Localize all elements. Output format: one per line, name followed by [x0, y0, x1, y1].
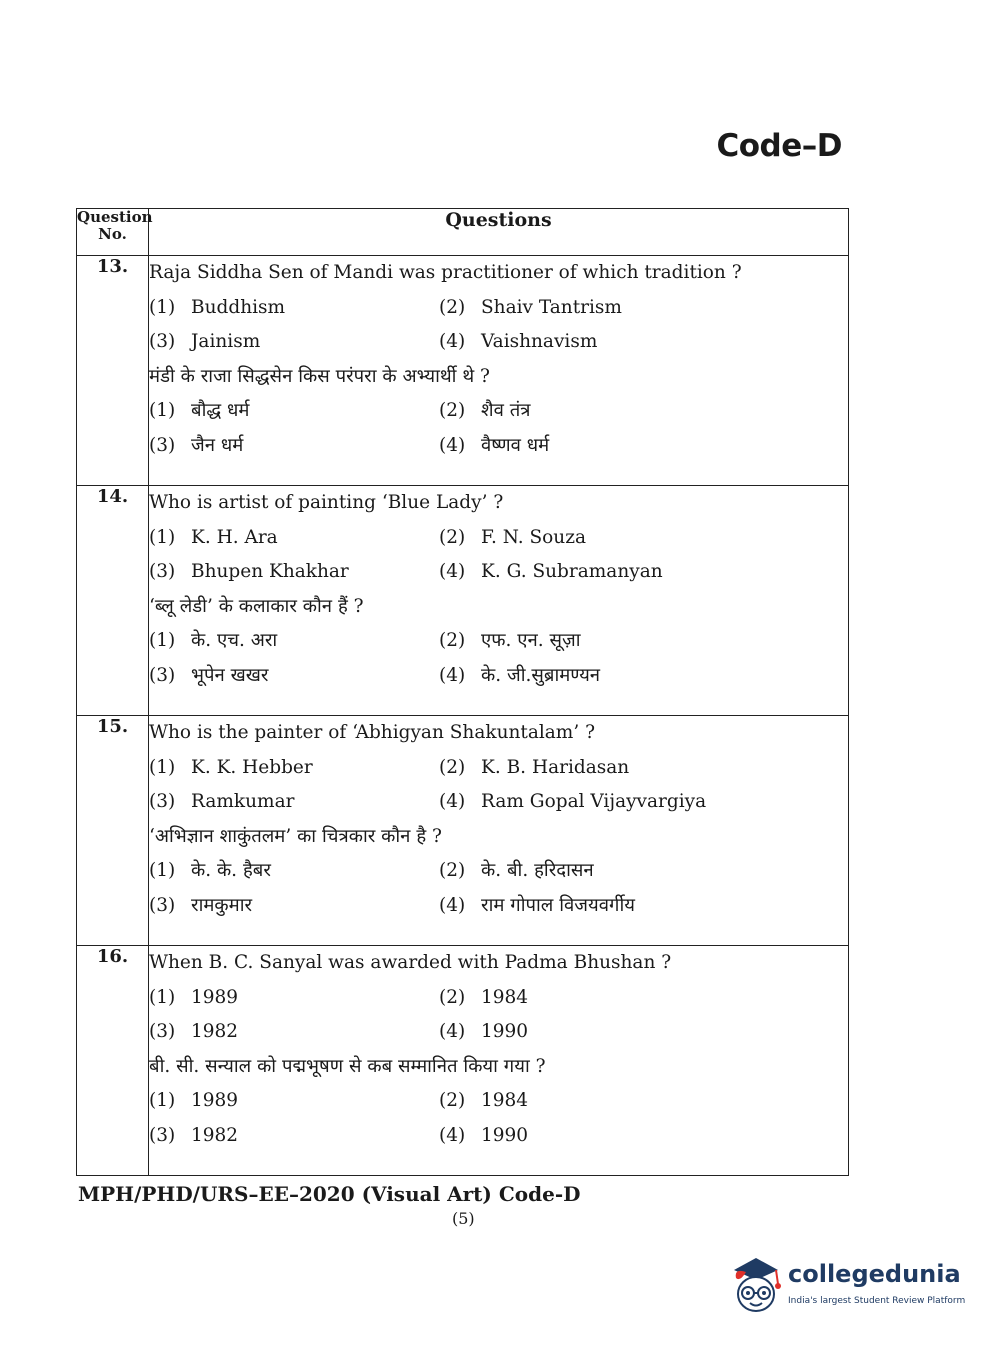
- option-text: Jainism: [191, 331, 261, 352]
- option-text: K. G. Subramanyan: [481, 561, 663, 582]
- option-text: 1984: [481, 1090, 529, 1111]
- option: [439, 854, 848, 889]
- option-number: (3): [149, 561, 176, 582]
- option: [439, 521, 848, 556]
- footer-exam-code: MPH/PHD/URS–EE–2020 (Visual Art) Code-D: [78, 1182, 581, 1206]
- option-number: (1): [149, 630, 176, 651]
- options-english: [149, 291, 848, 360]
- option-number: (2): [439, 526, 466, 548]
- option: [149, 1119, 439, 1154]
- option-number: (4): [439, 331, 466, 352]
- brand-tagline: India's largest Student Review Platform: [788, 1296, 966, 1306]
- option-number: (1): [149, 400, 176, 421]
- option-number: (2): [439, 860, 466, 881]
- option: [439, 325, 848, 360]
- option: [149, 291, 439, 326]
- option-text: के. के. हैबर: [191, 860, 271, 881]
- option-text: एफ. एन. सूज़ा: [481, 630, 581, 651]
- question-row: [77, 716, 849, 946]
- option-text: 1982: [191, 1124, 239, 1146]
- options-english: [149, 981, 848, 1050]
- option-number: (4): [439, 1124, 466, 1146]
- option: [439, 1084, 848, 1119]
- option-text: Shaiv Tantrism: [481, 296, 622, 318]
- option-number: (4): [439, 664, 466, 686]
- questions-table: [76, 208, 849, 1176]
- option-number: (3): [149, 894, 176, 916]
- paper-code-heading: Code–D: [716, 128, 842, 164]
- option-number: (4): [439, 894, 466, 916]
- option-text: बौद्ध धर्म: [191, 400, 250, 421]
- question-content: [149, 946, 849, 1176]
- question-row: [77, 486, 849, 716]
- option-number: (2): [439, 400, 466, 421]
- question-content: [149, 716, 849, 946]
- question-text-english: Raja Siddha Sen of Mandi was practitioner of which tradition ?: [149, 262, 742, 283]
- option-number: (3): [149, 331, 176, 352]
- option-number: (1): [149, 526, 176, 548]
- brand-name: collegedunia: [788, 1260, 961, 1288]
- option-text: K. B. Haridasan: [481, 756, 630, 778]
- option-text: 1984: [481, 986, 529, 1008]
- option: [149, 1084, 439, 1119]
- option-number: (3): [149, 434, 176, 456]
- mascot-icon: [726, 1248, 786, 1318]
- option-text: 1982: [191, 1021, 239, 1042]
- option-number: (3): [149, 1124, 176, 1146]
- option: [149, 624, 439, 659]
- option: [439, 785, 848, 820]
- question-number: 16.: [77, 946, 149, 1176]
- option-text: राम गोपाल विजयवर्गीय: [481, 894, 635, 916]
- option-text: Bhupen Khakhar: [191, 561, 349, 582]
- options-english: [149, 751, 848, 820]
- questions-header: Questions: [149, 209, 849, 256]
- options-english: [149, 521, 848, 590]
- option-text: 1989: [191, 1090, 239, 1111]
- option-text: वैष्णव धर्म: [481, 434, 550, 456]
- question-text-english: Who is artist of painting ‘Blue Lady’ ?: [149, 492, 504, 513]
- option: [149, 325, 439, 360]
- option-text: के. बी. हरिदासन: [481, 860, 594, 881]
- option: [149, 555, 439, 590]
- option-number: (4): [439, 1021, 466, 1042]
- page-number: (5): [452, 1209, 475, 1228]
- option: [439, 889, 848, 924]
- question-text-hindi: बी. सी. सन्याल को पद्मभूषण से कब सम्मानित किया गया ?: [149, 1055, 546, 1077]
- option: [439, 555, 848, 590]
- question-text-english: When B. C. Sanyal was awarded with Padma Bhushan ?: [149, 952, 672, 973]
- option-number: (2): [439, 986, 466, 1008]
- option: [149, 751, 439, 786]
- option-text: F. N. Souza: [481, 526, 586, 548]
- option-number: (2): [439, 630, 466, 651]
- question-no-header-line2: No.: [98, 225, 127, 243]
- question-content: [149, 256, 849, 486]
- option: [439, 429, 848, 464]
- question-number: 15.: [77, 716, 149, 946]
- option: [439, 981, 848, 1016]
- question-number: 14.: [77, 486, 149, 716]
- option-number: (1): [149, 860, 176, 881]
- option: [149, 429, 439, 464]
- option-text: 1989: [191, 986, 239, 1008]
- option-text: Ram Gopal Vijayvargiya: [481, 791, 707, 812]
- question-content: [149, 486, 849, 716]
- option-number: (4): [439, 434, 466, 456]
- table-header-row: [77, 209, 849, 256]
- option-number: (2): [439, 1090, 466, 1111]
- question-number: 13.: [77, 256, 149, 486]
- collegedunia-watermark: [726, 1248, 966, 1318]
- option-number: (3): [149, 1021, 176, 1042]
- option: [149, 521, 439, 556]
- question-text-english: Who is the painter of ‘Abhigyan Shakuntalam’ ?: [149, 722, 596, 743]
- option-text: Buddhism: [191, 296, 286, 318]
- option-text: के. जी.सुब्रामण्यन: [481, 664, 601, 686]
- option: [439, 1015, 848, 1050]
- options-hindi: [149, 394, 848, 463]
- option-text: 1990: [481, 1124, 529, 1146]
- options-hindi: [149, 854, 848, 923]
- option-text: के. एच. अरा: [191, 630, 278, 651]
- option: [149, 1015, 439, 1050]
- option: [439, 624, 848, 659]
- option: [439, 751, 848, 786]
- question-text-hindi: ‘ब्लू लेडी’ के कलाकार कौन हैं ?: [149, 595, 364, 617]
- option-text: शैव तंत्र: [481, 400, 531, 421]
- option: [149, 785, 439, 820]
- option-number: (4): [439, 561, 466, 582]
- option: [439, 394, 848, 429]
- option-number: (4): [439, 791, 466, 812]
- option: [149, 854, 439, 889]
- question-no-header: [77, 208, 153, 256]
- option-number: (1): [149, 986, 176, 1008]
- option: [149, 889, 439, 924]
- option: [149, 981, 439, 1016]
- option-number: (1): [149, 296, 176, 318]
- option-text: जैन धर्म: [191, 434, 244, 456]
- question-text-hindi: ‘अभिज्ञान शाकुंतलम’ का चित्रकार कौन है ?: [149, 825, 442, 847]
- option-number: (3): [149, 791, 176, 812]
- option-number: (3): [149, 664, 176, 686]
- option-text: रामकुमार: [191, 894, 253, 916]
- question-row: [77, 946, 849, 1176]
- option-number: (1): [149, 756, 176, 778]
- option-number: (2): [439, 756, 466, 778]
- option-text: K. H. Ara: [191, 526, 278, 548]
- question-row: [77, 256, 849, 486]
- option: [439, 1119, 848, 1154]
- option: [149, 394, 439, 429]
- question-no-header-line1: Question: [77, 208, 153, 226]
- option: [439, 291, 848, 326]
- options-hindi: [149, 624, 848, 693]
- option-text: K. K. Hebber: [191, 756, 313, 778]
- option-number: (1): [149, 1090, 176, 1111]
- option: [439, 659, 848, 694]
- option-text: Ramkumar: [191, 791, 295, 812]
- option-number: (2): [439, 296, 466, 318]
- option-text: 1990: [481, 1021, 529, 1042]
- question-text-hindi: मंडी के राजा सिद्धसेन किस परंपरा के अभ्यार्थी थे ?: [149, 365, 490, 387]
- option: [149, 659, 439, 694]
- option-text: Vaishnavism: [481, 331, 598, 352]
- option-text: भूपेन खखर: [191, 664, 269, 686]
- options-hindi: [149, 1084, 848, 1153]
